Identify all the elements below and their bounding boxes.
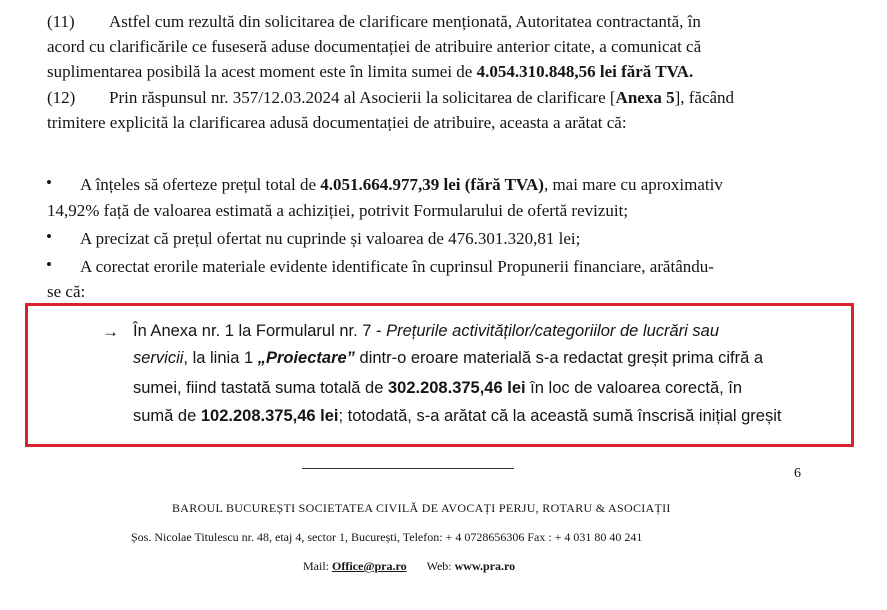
para12-number: (12)	[47, 88, 76, 107]
para11-line2: acord cu clarificările ce fuseseră aduse documentației de atribuire anterior citate, a comunicat că	[47, 37, 702, 56]
footer-divider	[302, 468, 514, 469]
footer-address: Șos. Nicolae Titulescu nr. 48, etaj 4, sector 1, București, Telefon: + 4 0728656306 Fax : + 4 031 80 40 241	[131, 530, 643, 544]
offer-total-amount: 4.051.664.977,39 lei (fără TVA)	[320, 175, 544, 194]
supplement-amount: 4.054.310.848,56 lei fără TVA.	[476, 62, 694, 81]
para12-line2: trimitere explicită la clarificarea adusă documentației de atribuire, aceasta a arătat că:	[47, 113, 627, 132]
bullet-1-line2: 14,92% față de valoarea estimată a achiziției, potrivit Formularului de ofertă revizuit;	[47, 201, 629, 220]
correct-amount: 102.208.375,46 lei	[200, 407, 339, 425]
bullet-3-line2: se că:	[47, 282, 86, 301]
para11-line1: (11) Astfel cum rezultă din solicitarea de clarificare menționată, Autoritatea contractantă, în	[47, 12, 701, 31]
bullet-2-line1: A precizat că prețul ofertat nu cuprinde și valoarea de 476.301.320,81 lei;	[80, 229, 581, 248]
bullet-2-symbol: •	[46, 227, 52, 246]
page-number: 6	[794, 466, 801, 481]
boxed-line2: servicii, la linia 1 „Proiectare” dintr-o eroare materială s-a redactat greșit prima cifră a	[133, 349, 764, 367]
para11-line3: suplimentarea posibilă la acest moment este în limita sumei de 4.054.310.848,56 lei fără TVA.	[47, 62, 694, 81]
arrow-icon: →	[102, 322, 119, 341]
para12-line1: (12) Prin răspunsul nr. 357/12.03.2024 al Asocierii la solicitarea de clarificare [Anexa 5], făcând	[47, 88, 735, 107]
boxed-line4: sumă de 102.208.375,46 lei; totodată, s-a arătat că la această sumă înscrisă inițial greșit	[133, 407, 782, 425]
mail-link[interactable]: Office@pra.ro	[332, 559, 407, 573]
boxed-line1: În Anexa nr. 1 la Formularul nr. 7 - Prețurile activităților/categoriilor de lucrări sau	[133, 322, 720, 340]
boxed-line3: sumei, fiind tastată suma totală de 302.208.375,46 lei în loc de valoarea corectă, în	[133, 379, 743, 397]
bullet-3-line1: A corectat erorile materiale evidente identificate în cuprinsul Propunerii financiare, arătându-	[80, 257, 714, 276]
web-link[interactable]: www.pra.ro	[454, 559, 516, 573]
bullet-1-symbol: •	[46, 173, 52, 192]
proiectare-label: „Proiectare”	[257, 349, 355, 367]
footer-firm: BAROUL BUCUREȘTI SOCIETATEA CIVILĂ DE AVOCAȚI PERJU, ROTARU & ASOCIAȚII	[172, 501, 671, 515]
footer-contact: Mail: Office@pra.ro Web: www.pra.ro	[303, 559, 516, 573]
bullet-1-line1: A înțeles să oferteze prețul total de 4.051.664.977,39 lei (fără TVA), mai mare cu aproximativ	[80, 175, 723, 194]
bullet-3-symbol: •	[46, 255, 52, 274]
para11-number: (11)	[47, 12, 75, 31]
annex-reference: Anexa 5	[615, 88, 675, 107]
wrong-amount: 302.208.375,46 lei	[387, 379, 526, 397]
